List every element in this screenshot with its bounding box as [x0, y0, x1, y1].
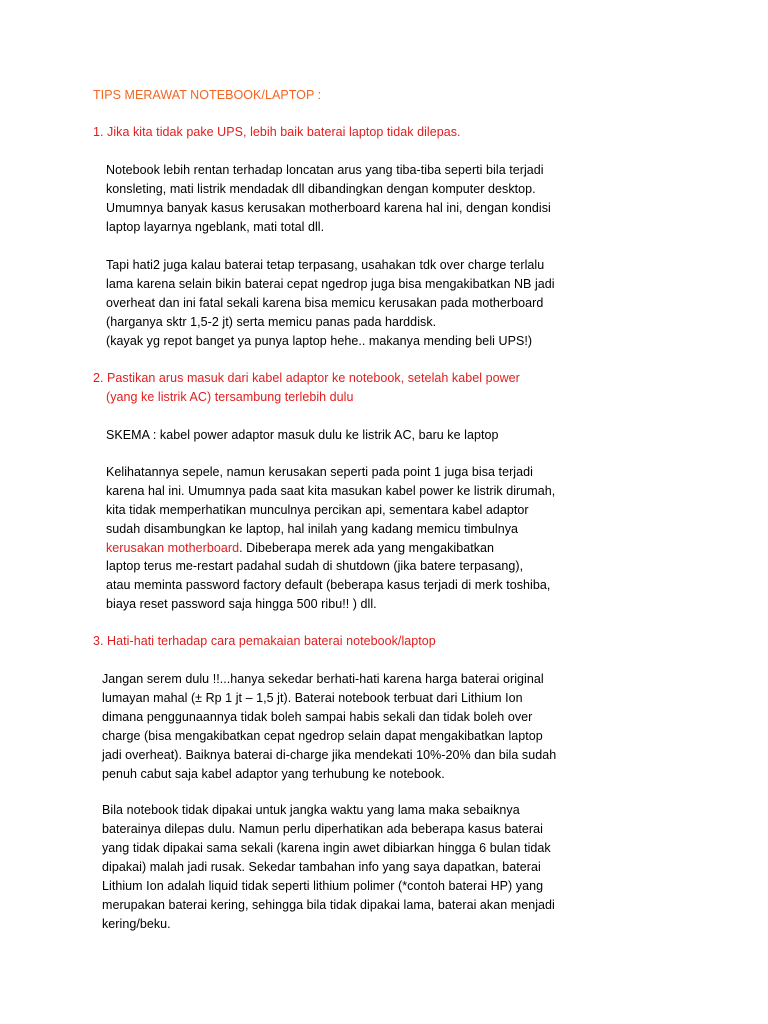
paragraph-line: atau meminta password factory default (beberapa kasus terjadi di merk toshiba,	[106, 578, 551, 592]
paragraph-line: overheat dan ini fatal sekali karena bisa memicu kerusakan pada motherboard	[106, 296, 544, 310]
paragraph-line: Jangan serem dulu !!...hanya sekedar berhati-hati karena harga baterai original	[102, 672, 544, 686]
paragraph-line: Bila notebook tidak dipakai untuk jangka waktu yang lama maka sebaiknya	[102, 803, 520, 817]
paragraph-line: konsleting, mati listrik mendadak dll dibandingkan dengan komputer desktop.	[106, 182, 536, 196]
paragraph-line	[106, 539, 494, 558]
section-1-heading: 1. Jika kita tidak pake UPS, lebih baik baterai laptop tidak dilepas.	[93, 125, 461, 139]
paragraph-line: kering/beku.	[102, 917, 171, 931]
paragraph-line: dimana penggunaannya tidak boleh sampai habis sekali dan tidak boleh over	[102, 710, 533, 724]
highlighted-phrase: kerusakan motherboard	[106, 541, 240, 555]
paragraph-line: jadi overheat). Baiknya baterai di-charge jika mendekati 10%-20% dan bila sudah	[102, 748, 557, 762]
paragraph-line: sudah disambungkan ke laptop, hal inilah yang kadang memicu timbulnya	[106, 522, 519, 536]
skema-line: SKEMA : kabel power adaptor masuk dulu ke listrik AC, baru ke laptop	[106, 428, 499, 442]
paragraph-line: baterainya dilepas dulu. Namun perlu diperhatikan ada beberapa kasus baterai	[102, 822, 543, 836]
paragraph-line: (harganya sktr 1,5-2 jt) serta memicu panas pada harddisk.	[106, 315, 437, 329]
paragraph-line: dipakai) malah jadi rusak. Sekedar tambahan info yang saya dapatkan, baterai	[102, 860, 541, 874]
paragraph-line: penuh cabut saja kabel adaptor yang terhubung ke notebook.	[102, 767, 445, 781]
paragraph-line: Umumnya banyak kasus kerusakan motherboard karena hal ini, dengan kondisi	[106, 201, 551, 215]
section-2-heading: 2. Pastikan arus masuk dari kabel adaptor ke notebook, setelah kabel power	[93, 371, 520, 385]
paragraph-line: Notebook lebih rentan terhadap loncatan arus yang tiba-tiba seperti bila terjadi	[106, 163, 544, 177]
paragraph-line: kita tidak memperhatikan munculnya percikan api, sementara kabel adaptor	[106, 503, 529, 517]
paragraph-line: Kelihatannya sepele, namun kerusakan seperti pada point 1 juga bisa terjadi	[106, 465, 533, 479]
paragraph-line: Lithium Ion adalah liquid tidak seperti lithium polimer (*contoh baterai HP) yang	[102, 879, 544, 893]
paragraph-line: laptop layarnya ngeblank, mati total dll.	[106, 220, 325, 234]
paragraph-line: (kayak yg repot banget ya punya laptop hehe.. makanya mending beli UPS!)	[106, 334, 533, 348]
paragraph-line: charge (bisa mengakibatkan cepat ngedrop selain dapat mengakibatkan laptop	[102, 729, 543, 743]
paragraph-line: lumayan mahal (± Rp 1 jt – 1,5 jt). Baterai notebook terbuat dari Lithium Ion	[102, 691, 523, 705]
highlight-tail: . Dibeberapa merek ada yang mengakibatkan	[239, 541, 495, 555]
paragraph-line: yang tidak dipakai sama sekali (karena ingin awet dibiarkan hingga 6 bulan tidak	[102, 841, 551, 855]
section-3-heading: 3. Hati-hati terhadap cara pemakaian baterai notebook/laptop	[93, 634, 436, 648]
section-2-heading-cont: (yang ke listrik AC) tersambung terlebih dulu	[106, 390, 354, 404]
document-title: TIPS MERAWAT NOTEBOOK/LAPTOP :	[93, 88, 322, 102]
paragraph-line: merupakan baterai kering, sehingga bila tidak dipakai lama, baterai akan menjadi	[102, 898, 555, 912]
paragraph-line: karena hal ini. Umumnya pada saat kita masukan kabel power ke listrik dirumah,	[106, 484, 556, 498]
paragraph-line: Tapi hati2 juga kalau baterai tetap terpasang, usahakan tdk over charge terlalu	[106, 258, 545, 272]
paragraph-line: laptop terus me-restart padahal sudah di shutdown (jika batere terpasang),	[106, 559, 524, 573]
paragraph-line: biaya reset password saja hingga 500 ribu!! ) dll.	[106, 597, 377, 611]
paragraph-line: lama karena selain bikin baterai cepat ngedrop juga bisa mengakibatkan NB jadi	[106, 277, 555, 291]
